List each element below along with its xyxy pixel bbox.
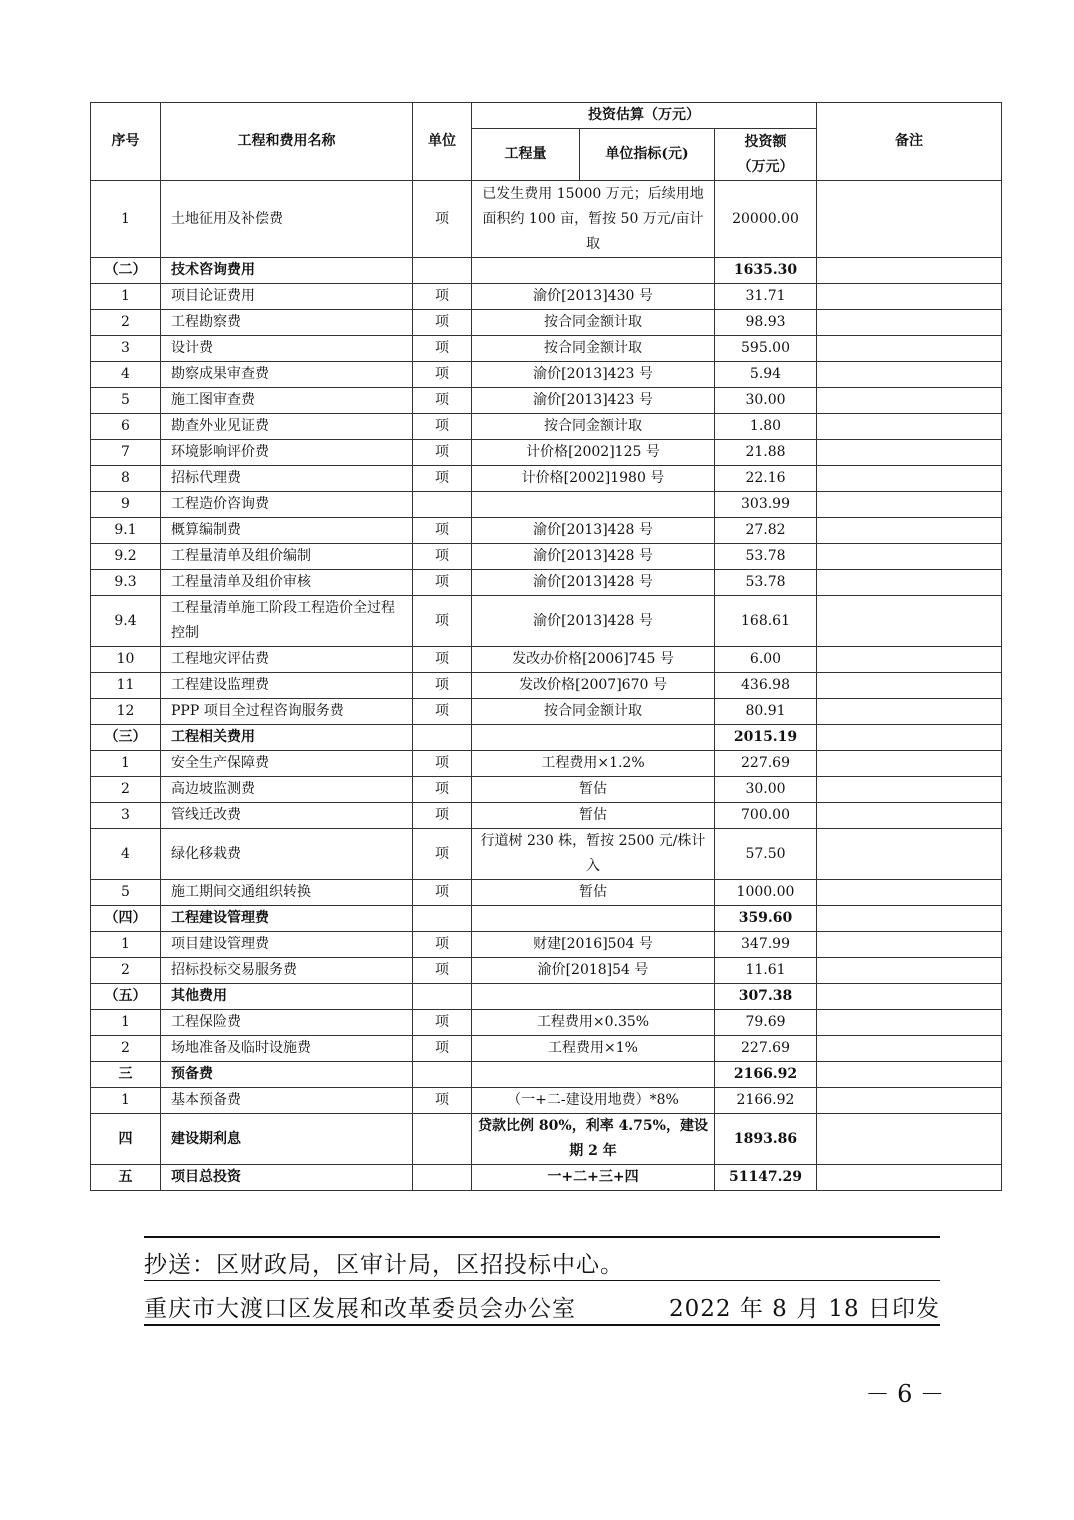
cell-seq: 11 bbox=[91, 673, 161, 699]
cell-remark bbox=[817, 932, 1002, 958]
cell-remark bbox=[817, 518, 1002, 544]
cell-amount: 5.94 bbox=[715, 362, 817, 388]
cell-seq: 1 bbox=[91, 284, 161, 310]
cell-remark bbox=[817, 829, 1002, 880]
table-row bbox=[91, 414, 1002, 440]
cell-name: 工程量清单及组价编制 bbox=[161, 544, 413, 570]
cell-amount: 80.91 bbox=[715, 699, 817, 725]
cell-name: 项目建设管理费 bbox=[161, 932, 413, 958]
footer-bottom-rule bbox=[144, 1324, 940, 1326]
cell-remark bbox=[817, 466, 1002, 492]
table-row bbox=[91, 284, 1002, 310]
cell-basis: 按合同金额计取 bbox=[472, 414, 715, 440]
cell-basis: 计价格[2002]125 号 bbox=[472, 440, 715, 466]
cell-remark bbox=[817, 492, 1002, 518]
table-row bbox=[91, 466, 1002, 492]
cell-unit bbox=[413, 258, 472, 284]
cell-unit bbox=[413, 725, 472, 751]
cell-name: 概算编制费 bbox=[161, 518, 413, 544]
cell-remark bbox=[817, 544, 1002, 570]
cell-basis: 财建[2016]504 号 bbox=[472, 932, 715, 958]
cell-basis: 暂估 bbox=[472, 880, 715, 906]
cell-remark bbox=[817, 284, 1002, 310]
cell-unit: 项 bbox=[413, 570, 472, 596]
investment-estimate-table bbox=[90, 102, 1002, 1191]
cell-seq: 12 bbox=[91, 699, 161, 725]
cell-name: 工程造价咨询费 bbox=[161, 492, 413, 518]
table-row bbox=[91, 803, 1002, 829]
cell-seq: 9.4 bbox=[91, 596, 161, 647]
cell-unit bbox=[413, 906, 472, 932]
cell-name: 安全生产保障费 bbox=[161, 751, 413, 777]
table-row bbox=[91, 699, 1002, 725]
table-row bbox=[91, 388, 1002, 414]
cell-seq: 3 bbox=[91, 803, 161, 829]
issue-date: 2022 年 8 月 18 日印发 bbox=[669, 1296, 940, 1322]
cell-name: 工程量清单施工阶段工程造价全过程控制 bbox=[161, 596, 413, 647]
cell-basis: 按合同金额计取 bbox=[472, 699, 715, 725]
header-amount-line1: 投资额 bbox=[744, 133, 787, 150]
cell-unit: 项 bbox=[413, 466, 472, 492]
page-number: － 6 － bbox=[865, 1380, 944, 1408]
cell-remark bbox=[817, 777, 1002, 803]
cell-name: 施工图审查费 bbox=[161, 388, 413, 414]
cell-seq: 5 bbox=[91, 388, 161, 414]
cell-seq: 四 bbox=[91, 1114, 161, 1165]
cell-unit: 项 bbox=[413, 880, 472, 906]
cell-amount: 1.80 bbox=[715, 414, 817, 440]
cell-amount: 22.16 bbox=[715, 466, 817, 492]
cell-remark bbox=[817, 1010, 1002, 1036]
cell-name: 预备费 bbox=[161, 1062, 413, 1088]
table-row bbox=[91, 362, 1002, 388]
table-row bbox=[91, 596, 1002, 647]
cell-basis: （一+二-建设用地费）*8% bbox=[472, 1088, 715, 1114]
cell-unit: 项 bbox=[413, 699, 472, 725]
cell-basis: 已发生费用 15000 万元；后续用地面积约 100 亩，暂按 50 万元/亩计取 bbox=[472, 181, 715, 258]
footer-middle-rule bbox=[144, 1280, 940, 1281]
cell-seq: 4 bbox=[91, 829, 161, 880]
cell-unit: 项 bbox=[413, 518, 472, 544]
header-remark: 备注 bbox=[817, 103, 1002, 181]
header-quantity: 工程量 bbox=[472, 129, 580, 181]
cell-name: 工程相关费用 bbox=[161, 725, 413, 751]
cell-seq: （二） bbox=[91, 258, 161, 284]
cell-seq: 1 bbox=[91, 181, 161, 258]
cell-basis bbox=[472, 906, 715, 932]
cell-amount: 359.60 bbox=[715, 906, 817, 932]
cell-seq: 9.1 bbox=[91, 518, 161, 544]
cell-unit: 项 bbox=[413, 310, 472, 336]
cell-remark bbox=[817, 751, 1002, 777]
cell-basis: 暂估 bbox=[472, 803, 715, 829]
table-row bbox=[91, 544, 1002, 570]
cell-remark bbox=[817, 673, 1002, 699]
cell-amount: 53.78 bbox=[715, 570, 817, 596]
cell-name: 工程地灾评估费 bbox=[161, 647, 413, 673]
cell-amount: 595.00 bbox=[715, 336, 817, 362]
table-row bbox=[91, 725, 1002, 751]
cell-basis: 工程费用×1% bbox=[472, 1036, 715, 1062]
table-row bbox=[91, 751, 1002, 777]
cell-name: 绿化移栽费 bbox=[161, 829, 413, 880]
cell-basis bbox=[472, 1062, 715, 1088]
cell-unit: 项 bbox=[413, 647, 472, 673]
cell-amount: 1893.86 bbox=[715, 1114, 817, 1165]
cell-unit bbox=[413, 984, 472, 1010]
cell-unit: 项 bbox=[413, 932, 472, 958]
cell-unit: 项 bbox=[413, 673, 472, 699]
cell-seq: 9.2 bbox=[91, 544, 161, 570]
cell-amount: 303.99 bbox=[715, 492, 817, 518]
cell-remark bbox=[817, 1036, 1002, 1062]
cell-amount: 20000.00 bbox=[715, 181, 817, 258]
cell-name: 招标投标交易服务费 bbox=[161, 958, 413, 984]
cell-amount: 700.00 bbox=[715, 803, 817, 829]
cell-unit: 项 bbox=[413, 414, 472, 440]
cell-remark bbox=[817, 596, 1002, 647]
cell-amount: 227.69 bbox=[715, 751, 817, 777]
cell-seq: 2 bbox=[91, 777, 161, 803]
table-row bbox=[91, 258, 1002, 284]
cell-amount: 2166.92 bbox=[715, 1062, 817, 1088]
cell-basis: 贷款比例 80%，利率 4.75%，建设期 2 年 bbox=[472, 1114, 715, 1165]
cell-remark bbox=[817, 880, 1002, 906]
cell-amount: 2015.19 bbox=[715, 725, 817, 751]
cell-name: 技术咨询费用 bbox=[161, 258, 413, 284]
table-row bbox=[91, 310, 1002, 336]
table-row bbox=[91, 1036, 1002, 1062]
header-unit-index: 单位指标(元) bbox=[580, 129, 715, 181]
cell-name: 工程量清单及组价审核 bbox=[161, 570, 413, 596]
cell-basis bbox=[472, 492, 715, 518]
cell-basis: 渝价[2013]428 号 bbox=[472, 544, 715, 570]
cell-unit: 项 bbox=[413, 1010, 472, 1036]
cell-name: PPP 项目全过程咨询服务费 bbox=[161, 699, 413, 725]
cell-name: 工程建设管理费 bbox=[161, 906, 413, 932]
cell-remark bbox=[817, 906, 1002, 932]
cell-seq: 9.3 bbox=[91, 570, 161, 596]
cell-seq: 9 bbox=[91, 492, 161, 518]
cell-remark bbox=[817, 958, 1002, 984]
cell-remark bbox=[817, 570, 1002, 596]
cell-basis: 工程费用×0.35% bbox=[472, 1010, 715, 1036]
cell-basis bbox=[472, 984, 715, 1010]
cell-amount: 168.61 bbox=[715, 596, 817, 647]
cell-amount: 6.00 bbox=[715, 647, 817, 673]
table-row bbox=[91, 647, 1002, 673]
cell-remark bbox=[817, 1088, 1002, 1114]
cell-unit bbox=[413, 492, 472, 518]
copy-to-line: 抄送：区财政局，区审计局，区招投标中心。 bbox=[144, 1252, 624, 1278]
cell-seq: 1 bbox=[91, 1010, 161, 1036]
header-name: 工程和费用名称 bbox=[161, 103, 413, 181]
cell-name: 工程勘察费 bbox=[161, 310, 413, 336]
header-unit: 单位 bbox=[413, 103, 472, 181]
table-row bbox=[91, 958, 1002, 984]
cell-remark bbox=[817, 725, 1002, 751]
cell-name: 工程保险费 bbox=[161, 1010, 413, 1036]
table-row bbox=[91, 1088, 1002, 1114]
cell-amount: 79.69 bbox=[715, 1010, 817, 1036]
cell-amount: 347.99 bbox=[715, 932, 817, 958]
table-row bbox=[91, 1114, 1002, 1165]
cell-remark bbox=[817, 647, 1002, 673]
cell-seq: 2 bbox=[91, 310, 161, 336]
cell-basis: 渝价[2018]54 号 bbox=[472, 958, 715, 984]
cell-name: 项目论证费用 bbox=[161, 284, 413, 310]
cell-basis: 发改办价格[2006]745 号 bbox=[472, 647, 715, 673]
cell-basis: 渝价[2013]430 号 bbox=[472, 284, 715, 310]
cell-unit: 项 bbox=[413, 777, 472, 803]
cell-unit: 项 bbox=[413, 181, 472, 258]
table-row bbox=[91, 518, 1002, 544]
cell-amount: 1635.30 bbox=[715, 258, 817, 284]
cell-name: 工程建设监理费 bbox=[161, 673, 413, 699]
cell-unit: 项 bbox=[413, 284, 472, 310]
cell-name: 建设期利息 bbox=[161, 1114, 413, 1165]
cell-seq: 8 bbox=[91, 466, 161, 492]
cell-amount: 307.38 bbox=[715, 984, 817, 1010]
cell-amount: 436.98 bbox=[715, 673, 817, 699]
cell-name: 设计费 bbox=[161, 336, 413, 362]
cell-unit: 项 bbox=[413, 829, 472, 880]
cell-basis: 渝价[2013]428 号 bbox=[472, 570, 715, 596]
cell-basis: 按合同金额计取 bbox=[472, 310, 715, 336]
cell-amount: 53.78 bbox=[715, 544, 817, 570]
cell-remark bbox=[817, 362, 1002, 388]
cell-amount: 227.69 bbox=[715, 1036, 817, 1062]
header-amount-line2: （万元） bbox=[737, 158, 794, 175]
cell-seq: （四） bbox=[91, 906, 161, 932]
cell-remark bbox=[817, 1114, 1002, 1165]
cell-amount: 51147.29 bbox=[715, 1165, 817, 1191]
cell-amount: 2166.92 bbox=[715, 1088, 817, 1114]
cell-name: 项目总投资 bbox=[161, 1165, 413, 1191]
cell-unit: 项 bbox=[413, 751, 472, 777]
cell-basis: 计价格[2002]1980 号 bbox=[472, 466, 715, 492]
cell-amount: 31.71 bbox=[715, 284, 817, 310]
table-row bbox=[91, 570, 1002, 596]
cell-basis: 渝价[2013]428 号 bbox=[472, 518, 715, 544]
cell-unit: 项 bbox=[413, 362, 472, 388]
cell-seq: 6 bbox=[91, 414, 161, 440]
cell-seq: 7 bbox=[91, 440, 161, 466]
cell-name: 高边坡监测费 bbox=[161, 777, 413, 803]
cell-basis: 工程费用×1.2% bbox=[472, 751, 715, 777]
table-row bbox=[91, 880, 1002, 906]
table-row bbox=[91, 829, 1002, 880]
cell-unit: 项 bbox=[413, 440, 472, 466]
cell-basis: 行道树 230 株，暂按 2500 元/株计入 bbox=[472, 829, 715, 880]
cell-remark bbox=[817, 414, 1002, 440]
cell-basis: 渝价[2013]428 号 bbox=[472, 596, 715, 647]
issuer-name: 重庆市大渡口区发展和改革委员会办公室 bbox=[144, 1296, 576, 1322]
cell-basis: 暂估 bbox=[472, 777, 715, 803]
cell-name: 土地征用及补偿费 bbox=[161, 181, 413, 258]
cell-amount: 11.61 bbox=[715, 958, 817, 984]
table-row bbox=[91, 1165, 1002, 1191]
cell-name: 环境影响评价费 bbox=[161, 440, 413, 466]
table-row bbox=[91, 932, 1002, 958]
table-row bbox=[91, 984, 1002, 1010]
header-seq: 序号 bbox=[91, 103, 161, 181]
cell-basis: 渝价[2013]423 号 bbox=[472, 388, 715, 414]
table-row bbox=[91, 1010, 1002, 1036]
cell-seq: 2 bbox=[91, 1036, 161, 1062]
cell-name: 招标代理费 bbox=[161, 466, 413, 492]
header-amount bbox=[715, 129, 817, 181]
cell-unit: 项 bbox=[413, 803, 472, 829]
table-row bbox=[91, 906, 1002, 932]
table-row bbox=[91, 440, 1002, 466]
cell-unit bbox=[413, 1165, 472, 1191]
cell-unit: 项 bbox=[413, 1088, 472, 1114]
cell-remark bbox=[817, 440, 1002, 466]
cell-unit bbox=[413, 1114, 472, 1165]
cell-basis: 发改价格[2007]670 号 bbox=[472, 673, 715, 699]
cell-seq: 1 bbox=[91, 751, 161, 777]
cell-remark bbox=[817, 336, 1002, 362]
cell-basis: 按合同金额计取 bbox=[472, 336, 715, 362]
table-body bbox=[91, 181, 1002, 1191]
cell-name: 勘察成果审查费 bbox=[161, 362, 413, 388]
cell-name: 勘查外业见证费 bbox=[161, 414, 413, 440]
table-row bbox=[91, 673, 1002, 699]
cell-name: 其他费用 bbox=[161, 984, 413, 1010]
cell-name: 场地准备及临时设施费 bbox=[161, 1036, 413, 1062]
cell-remark bbox=[817, 388, 1002, 414]
table-row bbox=[91, 492, 1002, 518]
cell-seq: 1 bbox=[91, 932, 161, 958]
cell-seq: 3 bbox=[91, 336, 161, 362]
cell-seq: 三 bbox=[91, 1062, 161, 1088]
cell-unit: 项 bbox=[413, 958, 472, 984]
table-row bbox=[91, 777, 1002, 803]
cell-remark bbox=[817, 803, 1002, 829]
cell-amount: 30.00 bbox=[715, 777, 817, 803]
cell-remark bbox=[817, 181, 1002, 258]
footer-top-rule bbox=[144, 1236, 940, 1238]
cell-unit bbox=[413, 1062, 472, 1088]
cell-seq: 10 bbox=[91, 647, 161, 673]
cell-remark bbox=[817, 1165, 1002, 1191]
cell-basis bbox=[472, 725, 715, 751]
cell-remark bbox=[817, 984, 1002, 1010]
cell-seq: 五 bbox=[91, 1165, 161, 1191]
cell-amount: 30.00 bbox=[715, 388, 817, 414]
cell-remark bbox=[817, 699, 1002, 725]
cell-amount: 98.93 bbox=[715, 310, 817, 336]
cell-unit: 项 bbox=[413, 544, 472, 570]
cell-seq: 2 bbox=[91, 958, 161, 984]
cell-amount: 21.88 bbox=[715, 440, 817, 466]
cell-basis: 一+二+三+四 bbox=[472, 1165, 715, 1191]
cell-basis: 渝价[2013]423 号 bbox=[472, 362, 715, 388]
cell-seq: （三） bbox=[91, 725, 161, 751]
header-estimate-group: 投资估算（万元） bbox=[472, 103, 817, 129]
cell-remark bbox=[817, 1062, 1002, 1088]
cell-unit: 项 bbox=[413, 388, 472, 414]
table-row bbox=[91, 181, 1002, 258]
cell-amount: 57.50 bbox=[715, 829, 817, 880]
cell-unit: 项 bbox=[413, 336, 472, 362]
cell-name: 管线迁改费 bbox=[161, 803, 413, 829]
cell-seq: 4 bbox=[91, 362, 161, 388]
cell-unit: 项 bbox=[413, 1036, 472, 1062]
cell-name: 基本预备费 bbox=[161, 1088, 413, 1114]
table-row bbox=[91, 1062, 1002, 1088]
issuer-line bbox=[144, 1290, 940, 1323]
cell-remark bbox=[817, 310, 1002, 336]
cell-name: 施工期间交通组织转换 bbox=[161, 880, 413, 906]
cell-amount: 27.82 bbox=[715, 518, 817, 544]
cell-seq: 1 bbox=[91, 1088, 161, 1114]
cell-seq: （五） bbox=[91, 984, 161, 1010]
cell-unit: 项 bbox=[413, 596, 472, 647]
table-row bbox=[91, 336, 1002, 362]
cell-basis bbox=[472, 258, 715, 284]
cell-seq: 5 bbox=[91, 880, 161, 906]
cell-remark bbox=[817, 258, 1002, 284]
cell-amount: 1000.00 bbox=[715, 880, 817, 906]
